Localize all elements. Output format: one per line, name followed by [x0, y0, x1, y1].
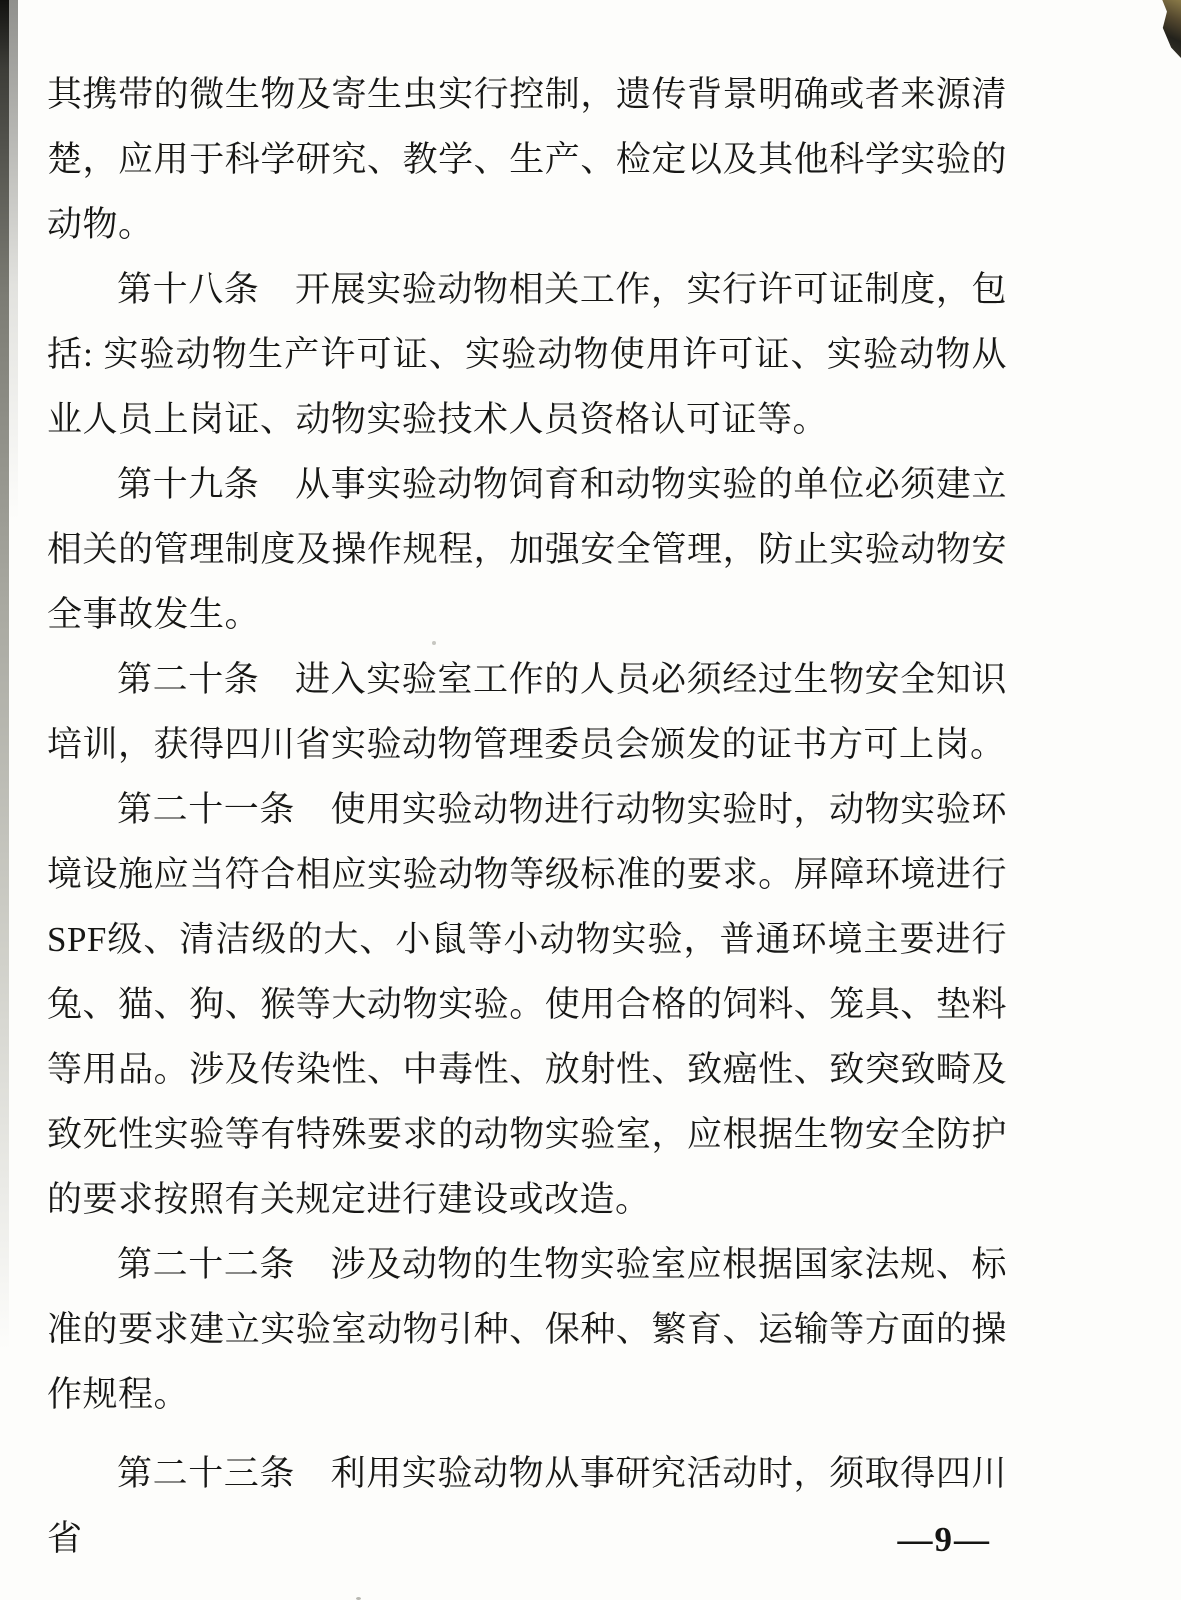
paragraph: 第二十三条 利用实验动物从事研究活动时，须取得四川省 — [47, 1454, 1007, 1558]
scan-edge-left-fade — [9, 0, 18, 520]
paragraph: 其携带的微生物及寄生虫实行控制，遗传背景明确或者来源清楚，应用于科学研究、教学、生产、检定以及其他科学实验的动物。 — [47, 75, 1007, 244]
document-body — [47, 62, 1007, 1571]
paragraph: 第二十二条 涉及动物的生物实验室应根据国家法规、标准的要求建立实验室动物引种、保种、繁育、运输等方面的操作规程。 — [47, 1245, 1007, 1414]
binding-corner-artifact — [1155, 0, 1181, 58]
scan-edge-left — [0, 0, 9, 1350]
paragraph: 第二十一条 使用实验动物进行动物实验时，动物实验环境设施应当符合相应实验动物等级标准的要求。屏障环境进行SPF级、清洁级的大、小鼠等小动物实验，普通环境主要进行兔、猫、狗、猴等大动物实验。使用合格的饲料、笼具、垫料等用品。涉及传染性、中毒性、放射性、致癌性、致突致畸及致死性实验等有特殊要求的动物实验室，应根据生物安全防护的要求按照有关规定进行建设或改造。 — [47, 790, 1007, 1219]
page-number: —9— — [897, 1520, 991, 1559]
paragraph: 第十九条 从事实验动物饲育和动物实验的单位必须建立相关的管理制度及操作规程，加强安全管理，防止实验动物安全事故发生。 — [47, 465, 1007, 634]
paragraph: 第十八条 开展实验动物相关工作，实行许可证制度，包括: 实验动物生产许可证、实验动物使用许可证、实验动物从业人员上岗证、动物实验技术人员资格认可证等。 — [47, 270, 1007, 439]
paragraph: 第二十条 进入实验室工作的人员必须经过生物安全知识培训，获得四川省实验动物管理委员会颁发的证书方可上岗。 — [47, 660, 1007, 764]
